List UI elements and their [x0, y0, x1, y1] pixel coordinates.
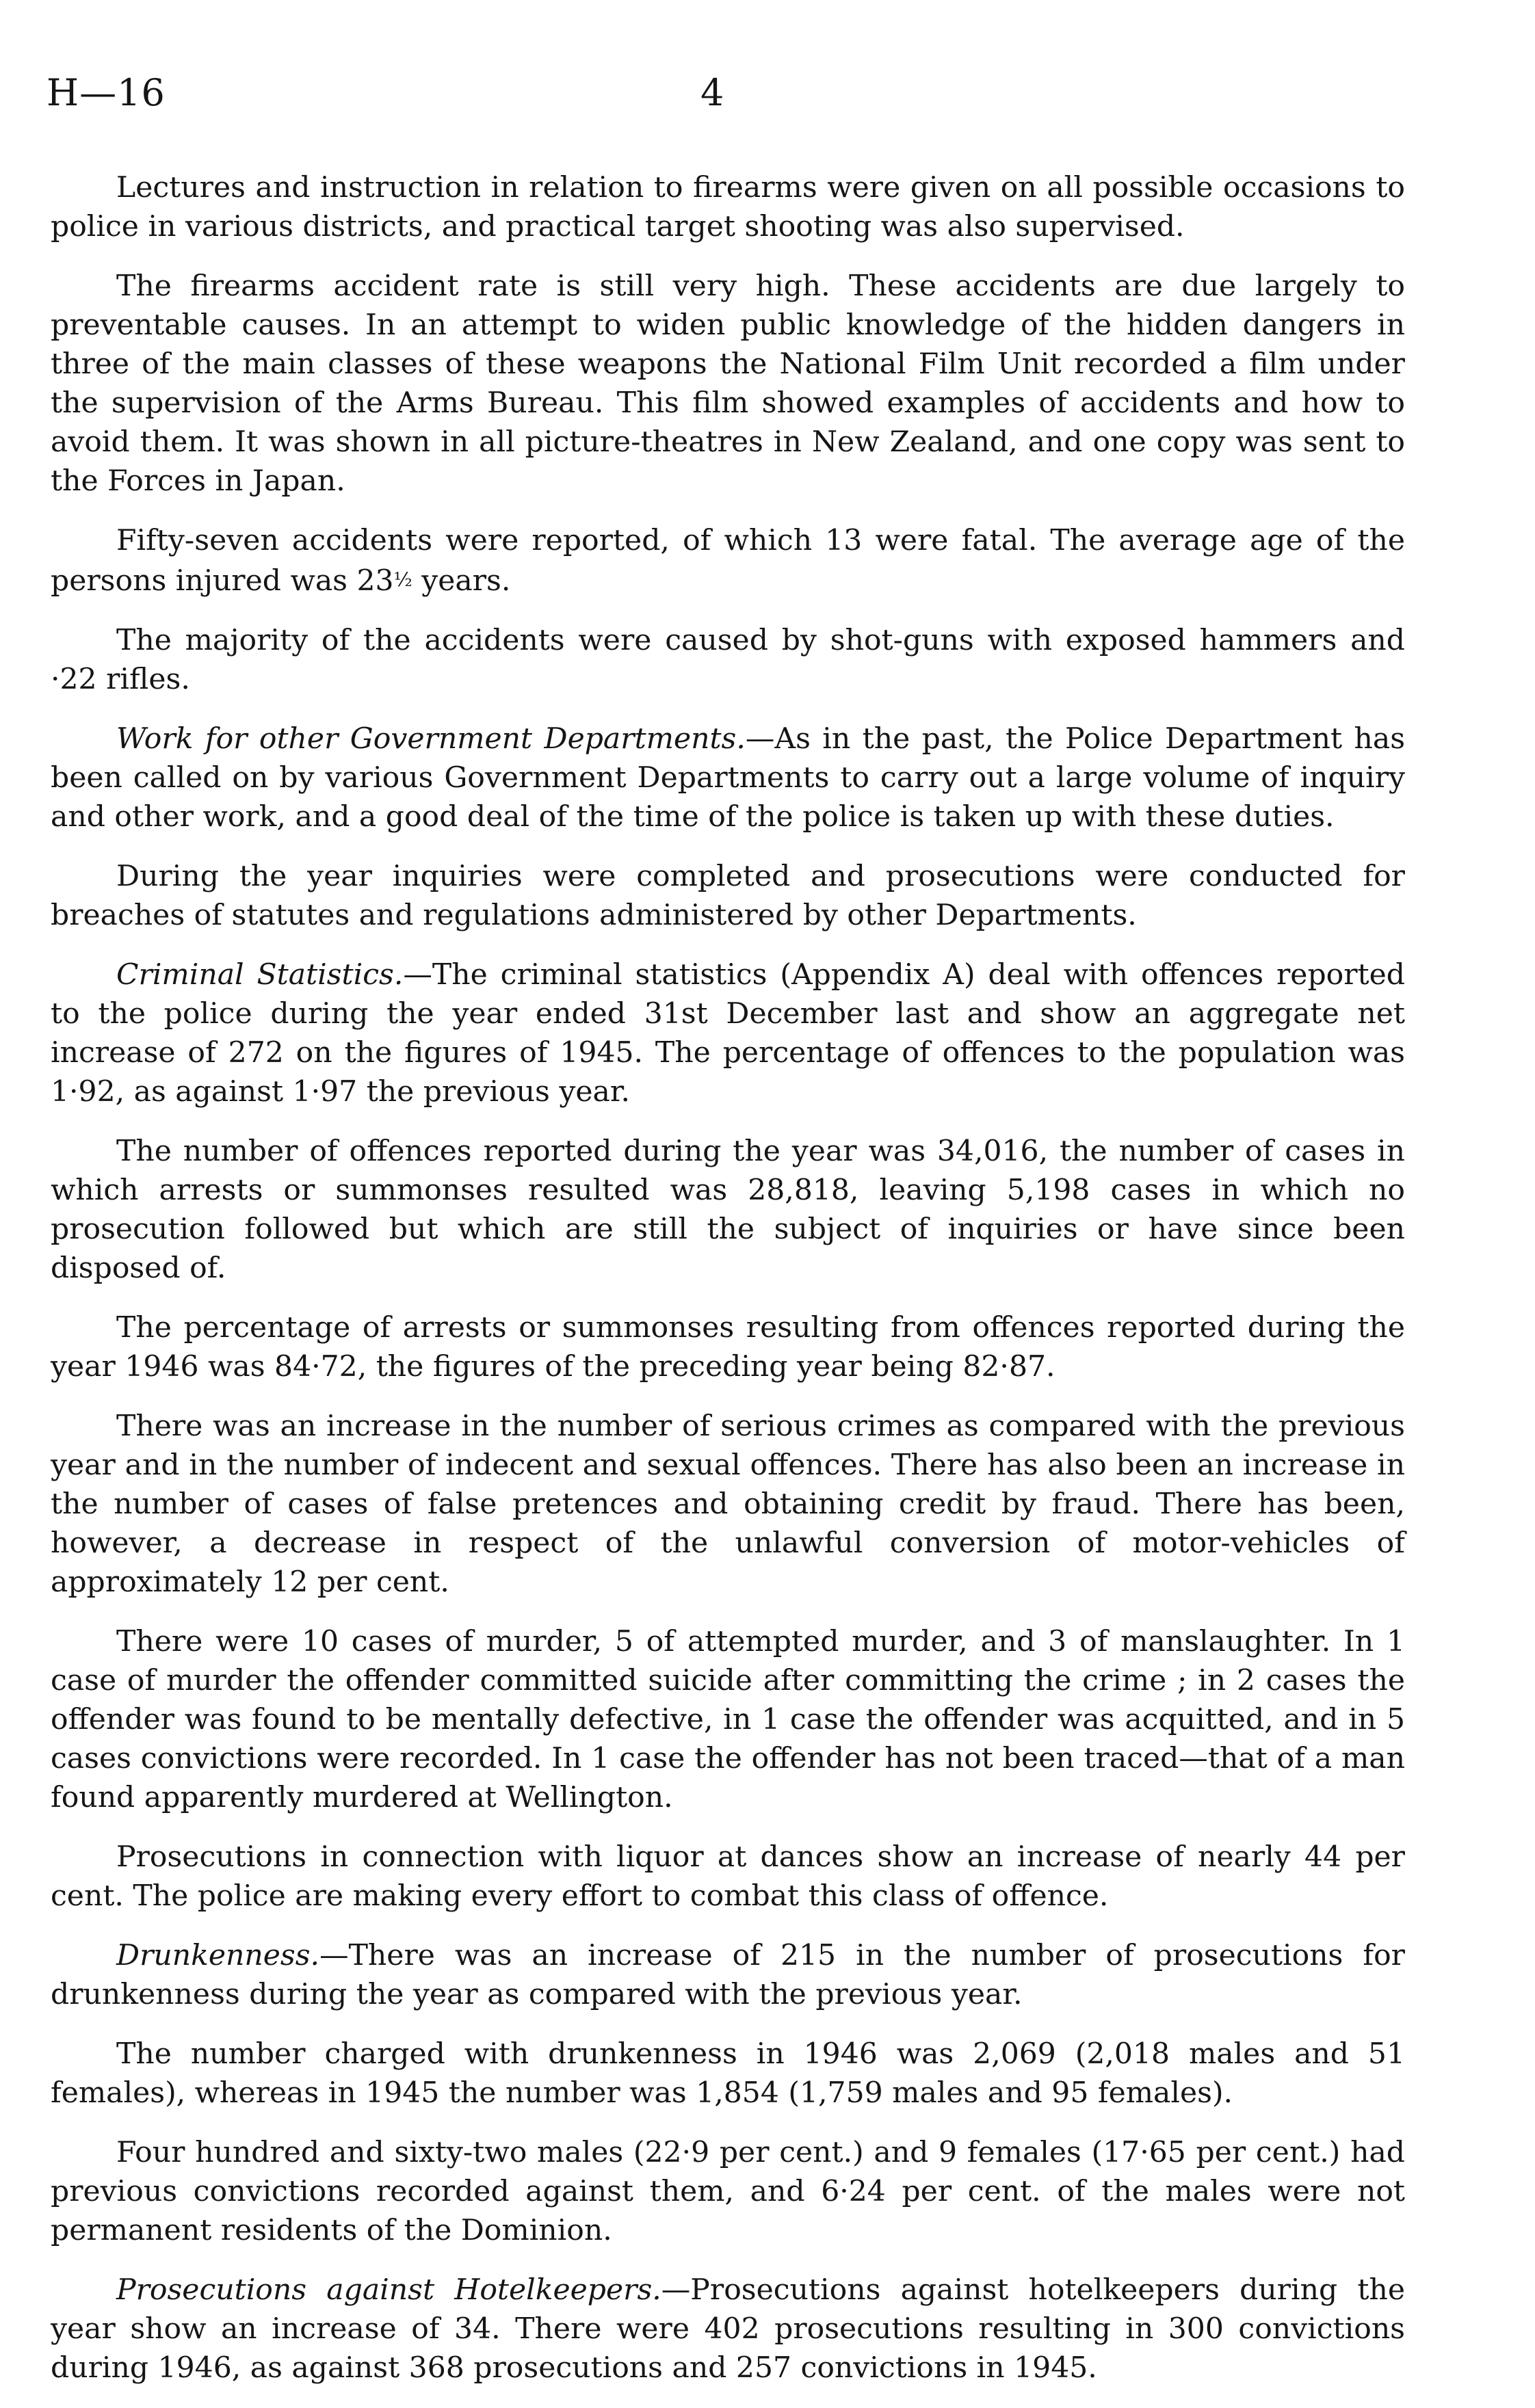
paragraph-liquor-dances: Prosecutions in connection with liquor at dances show an increase of nearly 44 per cent. The police are making every effort to combat this class of offence.	[51, 1840, 1405, 1913]
paragraph-firearms-accident-rate: The firearms accident rate is still very high. These accidents are due largely to preventable causes. In an attempt to widen public knowledge of the hidden dangers in three of the main classes of these weapons the National Film Unit recorded a film under the supervision of the Arms Bureau. This film showed examples of accidents and how to avoid them. It was shown in all picture-theatres in New Zealand, and one copy was sent to the Forces in Japan.	[51, 269, 1405, 498]
paragraph-murder-cases: There were 10 cases of murder, 5 of attempted murder, and 3 of manslaughter. In 1 case of murder the offender committed suicide after committing the crime ; in 2 cases the offender was found to be mentally defective, in 1 case the offender was acquitted, and in 5 cases convictions were recorded. In 1 case the offender has not been traced—that of a man found apparently murdered at Wellington.	[51, 1625, 1405, 1814]
paragraph-criminal-statistics: Criminal Statistics.—The criminal statistics (Appendix A) deal with offences reported to the police during the year ended 31st December last and show an aggregate net increase of 272 on the figures of 1945. The percentage of offences to the population was 1·92, as against 1·97 the previous year.	[51, 958, 1405, 1109]
paragraph-hotelkeepers: Prosecutions against Hotelkeepers.—Prosecutions against hotelkeepers during the year show an increase of 34. There were 402 prosecutions resulting in 300 convictions during 1946, as against 368 prosecutions and 257 convictions in 1945.	[51, 2273, 1405, 2385]
paragraph-arrests-percentage: The percentage of arrests or summonses resulting from offences reported during the year 1946 was 84·72, the figures of the preceding year being 82·87.	[51, 1311, 1405, 1384]
paragraph-drunkenness: Drunkenness.—There was an increase of 215 in the number of prosecutions for drunkenness during the year as compared with the previous year.	[51, 1939, 1405, 2011]
section-heading: Work for other Government Departments.	[116, 722, 746, 756]
page-reference: H—16	[47, 71, 166, 114]
section-heading: Drunkenness.	[116, 1939, 320, 1972]
paragraph-drunkenness-figures: The number charged with drunkenness in 1946 was 2,069 (2,018 males and 51 females), whereas in 1945 the number was 1,854 (1,759 males and 95 females).	[51, 2037, 1405, 2110]
paragraph-accident-causes: The majority of the accidents were caused by shot-guns with exposed hammers and ·22 rifles.	[51, 624, 1405, 696]
paragraph-other-departments: Work for other Government Departments.—As in the past, the Police Department has been called on by various Government Departments to carry out a large volume of inquiry and other work, and a good deal of the time of the police is taken up with these duties.	[51, 722, 1406, 834]
paragraph-firearms-lectures: Lectures and instruction in relation to firearms were given on all possible occasions to police in various districts, and practical target shooting was also supervised.	[51, 171, 1405, 243]
page-number: 4	[700, 71, 724, 114]
paragraph-offences-reported: The number of offences reported during the year was 34,016, the number of cases in which arrests or summonses resulted was 28,818, leaving 5,198 cases in which no prosecution followed but which are still the subject of inquiries or have since been disposed of.	[51, 1135, 1405, 1285]
fraction-half: ½	[393, 568, 412, 591]
paragraph-inquiries: During the year inquiries were completed and prosecutions were conducted for breaches of statutes and regulations administered by other Departments.	[51, 860, 1405, 932]
paragraph-serious-crimes: There was an increase in the number of serious crimes as compared with the previous year and in the number of indecent and sexual offences. There has also been an increase in the number of cases of false pretences and obtaining credit by fraud. There has been, however, a decrease in respect of the unlawful conversion of motor-vehicles of approximately 12 per cent.	[51, 1410, 1405, 1599]
body-text	[51, 168, 1405, 2408]
paragraph-previous-convictions: Four hundred and sixty-two males (22·9 per cent.) and 9 females (17·65 per cent.) had previous convictions recorded against them, and 6·24 per cent. of the males were not permanent residents of the Dominion.	[51, 2136, 1405, 2247]
section-heading: Criminal Statistics.	[116, 958, 404, 992]
section-heading: Prosecutions against Hotelkeepers.	[116, 2273, 661, 2307]
paragraph-accidents-reported: Fifty-seven accidents were reported, of which 13 were fatal. The average age of the persons injured was 23½ years.	[51, 524, 1405, 598]
